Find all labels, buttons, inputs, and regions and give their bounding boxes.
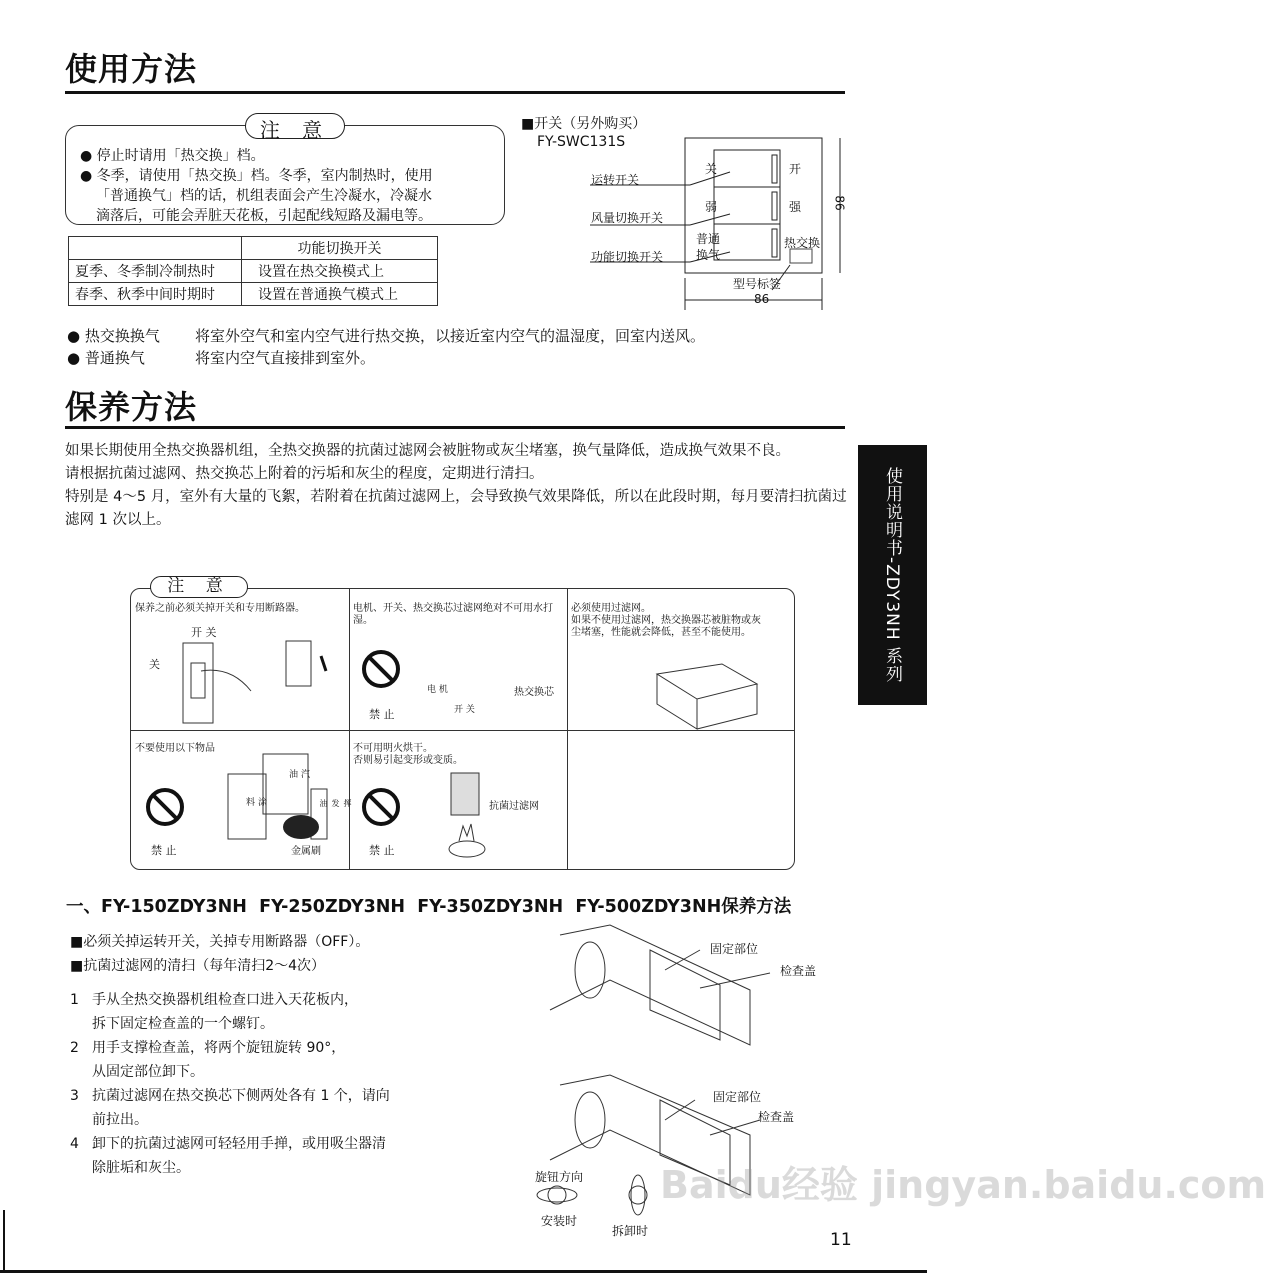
- note-desc: 将室内空气直接排到室外。: [195, 349, 376, 367]
- paragraph: 如果长期使用全热交换器机组，全热交换器的抗菌过滤网会被脏物或灰尘堵塞，换气量降低，造成换气效果不良。: [65, 443, 790, 459]
- cell-no-fire: [349, 739, 567, 857]
- label-install: 安装时: [541, 1214, 578, 1228]
- note-desc: 将室外空气和室内空气进行热交换，以接近室内空气的温湿度，回室内送风。: [195, 327, 706, 345]
- step-text: 卸下的抗菌过滤网可轻轻用手掸，或用吸尘器清: [92, 1136, 386, 1152]
- bottom-rule: [0, 1270, 927, 1273]
- step: [70, 1132, 490, 1156]
- items-illustration: [223, 749, 338, 844]
- step-number: 2: [70, 1040, 79, 1056]
- cell-label: 电 机: [427, 685, 448, 695]
- step-text: 从固定部位卸下。: [92, 1064, 204, 1080]
- cell-label: 汽油: [287, 769, 309, 778]
- label-strong: 强: [789, 200, 802, 214]
- label-inspection-cover: 检查盖: [780, 964, 817, 978]
- cell-forbidden-items: [131, 739, 352, 857]
- table-cell: 春季、秋季中间时期时: [69, 283, 242, 306]
- label-heat-exchange: 热交换: [784, 236, 821, 250]
- label-function-switch: 功能切换开关: [591, 250, 664, 264]
- table-row: [69, 260, 438, 283]
- cell-use-filter: [567, 599, 767, 655]
- table-header: [69, 237, 242, 260]
- caution-label: 注 意: [150, 576, 248, 598]
- paragraph: 特别是 4～5 月，室外有大量的飞絮，若附着在抗菌过滤网上，会导致换气效果降低，所以在此段时期，每月要清扫抗菌过滤网 1 次以上。: [65, 489, 847, 528]
- label-model: 型号标签: [733, 277, 782, 291]
- step-text: 前拉出。: [92, 1112, 148, 1128]
- cell-label: 热交换芯: [514, 687, 554, 698]
- label-on: 开: [789, 162, 802, 176]
- section-heading: 一、FY-150ZDY3NH FY-250ZDY3NH FY-350ZDY3NH FY-500ZDY3NH保养方法: [66, 897, 792, 917]
- label-fixed-part: 固定部位: [713, 1090, 762, 1104]
- label-run-switch: 运转开关: [591, 173, 640, 187]
- step: [70, 1036, 490, 1060]
- table-header: 功能切换开关: [242, 237, 438, 260]
- cell-label: 开 关: [191, 626, 217, 639]
- bullet: ■必须关掉运转开关，关掉专用断路器（OFF）。: [70, 934, 370, 950]
- step-text: 拆下固定检查盖的一个螺钉。: [92, 1016, 274, 1032]
- prohibited-icon: [361, 649, 401, 689]
- left-edge: [3, 1210, 5, 1270]
- cell-text: 不可用明火烘干。 否则易引起变形或变质。: [353, 743, 463, 766]
- label-remove: 拆卸时: [612, 1224, 649, 1238]
- unit-illustration: [637, 654, 767, 729]
- side-tab: 使用说明书-ZDY3NH 系列: [858, 445, 927, 705]
- dimension-height: 86: [832, 195, 847, 211]
- switch-model: FY-SWC131S: [537, 134, 626, 150]
- table-cell: 设置在热交换模式上: [242, 260, 438, 283]
- page-title-maintenance: 保养方法: [65, 388, 198, 426]
- maintenance-steps: [70, 930, 490, 1180]
- paragraph: 请根据抗菌过滤网、热交换芯上附着的污垢和灰尘的程度，定期进行清扫。: [65, 466, 544, 482]
- label-weak: 弱: [705, 200, 718, 214]
- table-cell: 设置在普通换气模式上: [242, 283, 438, 306]
- table-row: [69, 283, 438, 306]
- cell-label: 挥发油: [319, 799, 352, 807]
- table-cell: 夏季、冬季制冷制热时: [69, 260, 242, 283]
- caution-label: 注 意: [245, 113, 345, 139]
- step-text: 用手支撑检查盖，将两个旋钮旋转 90°，: [92, 1040, 346, 1056]
- cell-text: 电机、开关、热交换芯过滤网绝对不可用水打湿。: [353, 603, 553, 626]
- function-table: [68, 236, 438, 306]
- caution-item: ● 冬季，请使用「热交换」档。冬季，室内制热时，使用: [80, 168, 433, 184]
- label-inspection-cover: 检查盖: [758, 1110, 795, 1124]
- step-text: 抗菌过滤网在热交换芯下侧两处各有 1 个，请向: [92, 1088, 390, 1104]
- cell-label: 禁 止: [369, 708, 395, 721]
- caution-item: 「普通换气」档的话，机组表面会产生冷凝水，冷凝水: [96, 188, 432, 204]
- label-normal: 普通: [696, 232, 721, 246]
- cell-label: 金属刷: [291, 846, 321, 857]
- cell-label: 抗菌过滤网: [489, 801, 539, 812]
- title-rule: [65, 91, 845, 94]
- dimension-width: 86: [754, 292, 770, 306]
- page-number: 11: [830, 1230, 852, 1250]
- note-term: ● 普通换气: [67, 349, 145, 367]
- cell-label: 开 关: [454, 705, 475, 715]
- switch-heading: ■开关（另外购买）: [521, 116, 647, 132]
- bullet: ■抗菌过滤网的清扫（每年清扫2～4次）: [70, 958, 326, 974]
- prohibited-icon: [361, 787, 401, 827]
- label-fan-switch: 风量切换开关: [591, 211, 664, 225]
- label-normal: 换气: [696, 248, 721, 262]
- cell-text: 不要使用以下物品: [135, 743, 215, 754]
- note-term: ● 热交换换气: [67, 327, 160, 345]
- cell-text: 保养之前必须关掉开关和专用断路器。: [135, 603, 305, 614]
- label-knob-direction: 旋钮方向: [535, 1170, 584, 1184]
- cell-label: 关: [149, 658, 160, 671]
- switch-illustration: [181, 641, 341, 726]
- cell-text: 必须使用过滤网。 如果不使用过滤网，热交换器芯被脏物或灰尘堵塞，性能就会降低，甚至不能使用。: [571, 603, 761, 638]
- cell-label: 禁 止: [369, 844, 395, 857]
- caution-item: ● 停止时请用「热交换」档。: [80, 148, 265, 164]
- caution-item: 滴落后，可能会弄脏天花板，引起配线短路及漏电等。: [96, 208, 432, 224]
- cell-switch-off: [131, 599, 349, 671]
- step-number: 4: [70, 1136, 79, 1152]
- prohibited-icon: [145, 787, 185, 827]
- maintenance-text: [65, 440, 850, 532]
- step-text: 手从全热交换器机组检查口进入天花板内，: [92, 992, 358, 1008]
- filter-fire-illustration: [439, 771, 499, 861]
- title-rule: [65, 426, 845, 429]
- step-text: 除脏垢和灰尘。: [92, 1160, 190, 1176]
- cell-label: 禁 止: [151, 844, 177, 857]
- mode-notes: [67, 325, 705, 369]
- label-fixed-part: 固定部位: [710, 942, 759, 956]
- label-off: 关: [705, 162, 718, 176]
- cell-label: 涂 料: [244, 797, 266, 806]
- page-title-usage: 使用方法: [65, 50, 198, 88]
- switch-diagram: [510, 110, 860, 310]
- step: [70, 988, 490, 1012]
- cell-no-water: [349, 599, 567, 721]
- watermark: Baidu经验 jingyan.baidu.com: [660, 1163, 1266, 1207]
- caution-grid: [130, 588, 795, 870]
- step-number: 3: [70, 1088, 79, 1104]
- step: [70, 1084, 490, 1108]
- step-number: 1: [70, 992, 79, 1008]
